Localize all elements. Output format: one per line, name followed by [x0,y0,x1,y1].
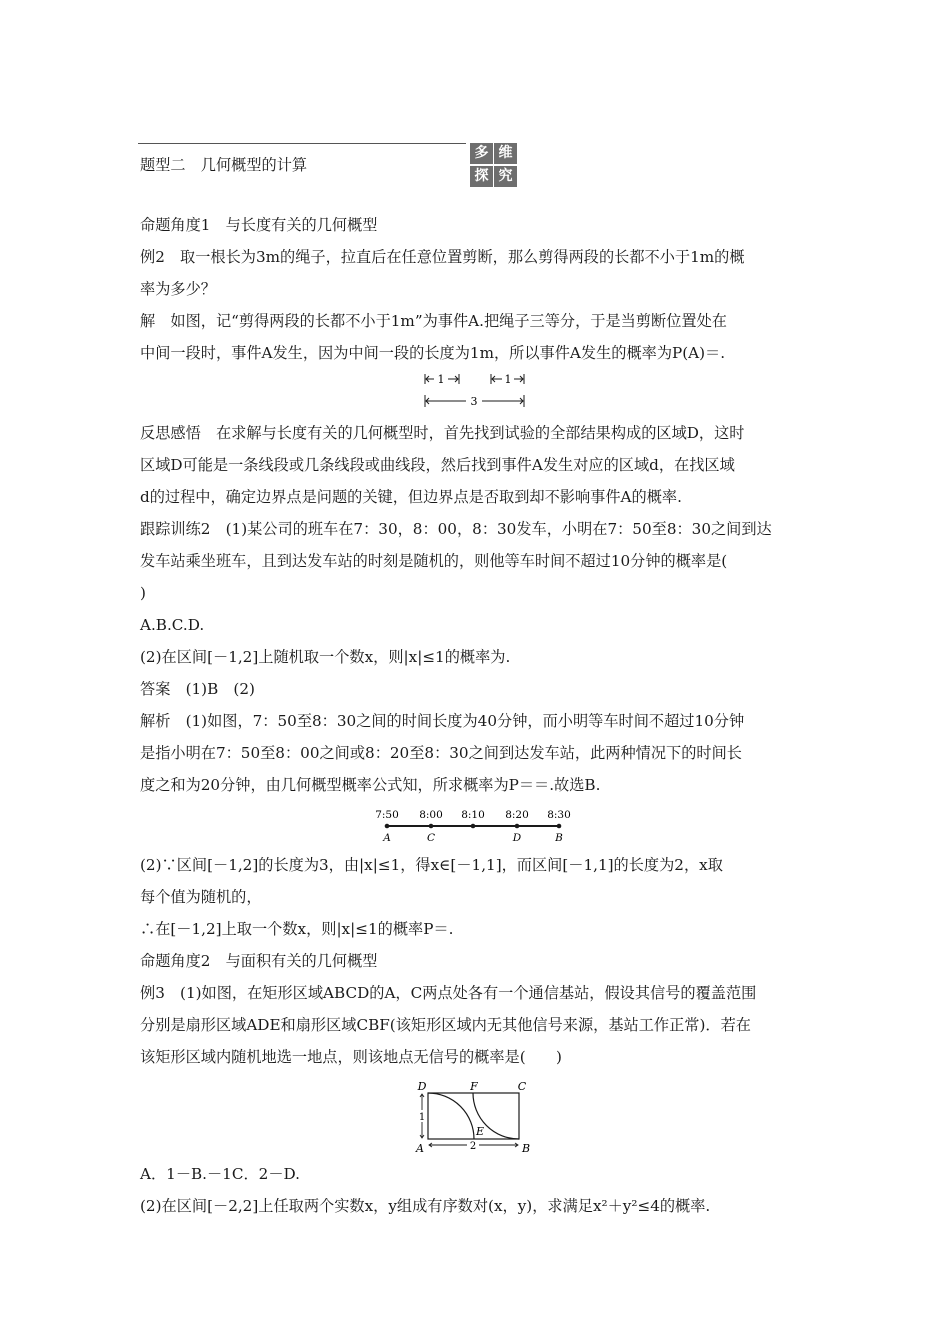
rect-label-f: F [470,1080,478,1093]
timeline-time-1: 7:50 [375,809,399,821]
exercise-2-options: A.B.C.D. [140,616,205,634]
analysis-part-2-line-3: ∴在[－1,2]上取一个数x，则|x|≤1的概率P＝. [140,920,454,938]
analysis-line-3: 度之和为20分钟，由几何概型概率公式知，所求概率为P＝＝.故选B. [140,776,601,794]
heading-rule [138,143,466,144]
timeline-point-a: A [383,832,391,844]
rect-height-label: 1 [418,1112,426,1123]
analysis-line-2: 是指小明在7：50至8：00之间或8：20至8：30之间到达发车站，此两种情况下的时间长 [140,744,742,762]
reflection-line-1: 反思感悟 在求解与长度有关的几何概型时，首先找到试验的全部结果构成的区域D，这时 [140,424,745,442]
example-3-part-2: (2)在区间[－2,2]上任取两个实数x，y组成有序数对(x，y)，求满足x²＋y²≤4的概率. [140,1197,711,1215]
answer-line: 答案 (1)B (2) [140,680,255,698]
example-3-line-2: 分别是扇形区域ADE和扇形区域CBF(该矩形区域内无其他信号来源，基站工作正常)．若在 [140,1016,751,1034]
example-3-line-1: 例3 (1)如图，在矩形区域ABCD的A，C两点处各有一个通信基站，假设其信号的覆盖范围 [140,984,757,1002]
rect-label-c: C [517,1080,527,1093]
exercise-2-part-2: (2)在区间[－1,2]上随机取一个数x，则|x|≤1的概率为. [140,648,511,666]
example-2-line-1: 例2 取一根长为3m的绳子，拉直后在任意位置剪断，那么剪得两段的长都不小于1m的概 [140,248,745,266]
rectangle-figure [410,1076,535,1154]
badge-char-4: 究 [494,166,517,187]
timeline-time-2: 8:00 [419,809,443,821]
example-2-line-2: 率为多少？ [140,280,216,298]
rect-label-b: B [521,1142,531,1154]
section-heading [138,143,518,187]
timeline-time-5: 8:30 [547,809,571,821]
rect-label-e: E [475,1125,485,1138]
subtopic-2-heading: 命题角度2 与面积有关的几何概型 [140,952,378,970]
exercise-2-line-3: ) [140,584,146,602]
timeline-time-4: 8:20 [505,809,529,821]
rect-label-a: A [416,1142,424,1154]
exercise-2-line-1: 跟踪训练2 (1)某公司的班车在7：30，8：00，8：30发车，小明在7：50至8：30之间到达 [140,520,772,538]
analysis-part-2-line-1: (2)∵区间[－1,2]的长度为3，由|x|≤1，得x∈[－1,1]，而区间[－1,1]的长度为2，x取 [140,856,723,874]
example-3-options: A．1－B.－1C．2－D. [140,1165,300,1183]
analysis-part-2-line-2: 每个值为随机的， [140,888,262,906]
badge-char-1: 多 [470,143,493,164]
reflection-line-2: 区域D可能是一条线段或几条线段或曲线段，然后找到事件A发生对应的区域d，在找区域 [140,456,735,474]
analysis-line-1: 解析 (1)如图，7：50至8：30之间的时间长度为40分钟，而小明等车时间不超过10分钟 [140,712,745,730]
badge-char-2: 维 [494,143,517,164]
example-3-line-3: 该矩形区域内随机地选一地点，则该地点无信号的概率是( ) [140,1048,562,1066]
badge-char-3: 探 [470,166,493,187]
section-title: 题型二 几何概型的计算 [140,156,308,174]
rope-segment-label-left: 1 [437,373,445,386]
timeline-time-3: 8:10 [461,809,485,821]
rect-label-d: D [417,1080,427,1093]
rope-total-label: 3 [470,395,478,408]
subtopic-1-heading: 命题角度1 与长度有关的几何概型 [140,216,378,234]
rope-figure [418,370,532,410]
rect-width-label: 2 [469,1141,477,1152]
timeline-figure [372,804,582,844]
rope-segment-label-right: 1 [504,373,512,386]
timeline-point-c: C [426,832,436,844]
exercise-2-line-2: 发车站乘坐班车，且到达发车站的时刻是随机的，则他等车时间不超过10分钟的概率是( [140,552,728,570]
solution-line-1: 解 如图，记“剪得两段的长都不小于1m”为事件A.把绳子三等分，于是当剪断位置处在 [140,312,727,330]
timeline-point-b: B [555,832,563,844]
solution-line-2: 中间一段时，事件A发生，因为中间一段的长度为1m，所以事件A发生的概率为P(A)＝. [140,344,726,362]
reflection-line-3: d的过程中，确定边界点是问题的关键，但边界点是否取到却不影响事件A的概率. [140,488,682,506]
timeline-point-d: D [512,832,522,844]
